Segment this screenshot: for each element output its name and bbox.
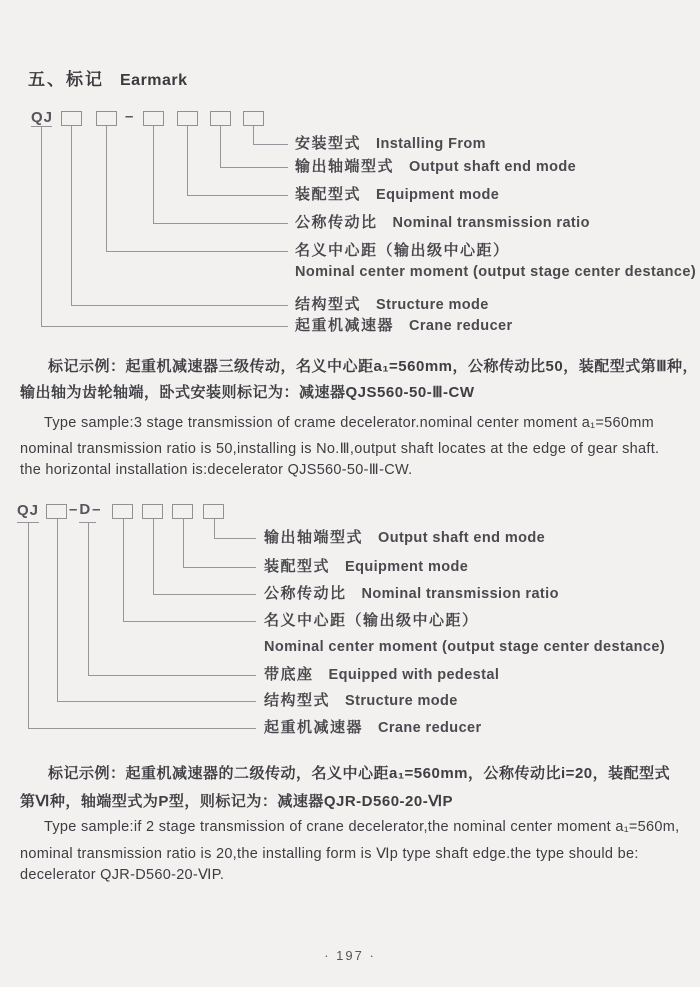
label-cn: 结构型式: [264, 692, 331, 709]
dash-separator: –: [125, 108, 135, 125]
connector-hline: [123, 621, 256, 622]
label-en: Nominal transmission ratio: [361, 586, 559, 602]
label-cn: 带底座: [264, 666, 314, 683]
connector-hline: [71, 305, 288, 306]
label-cn: 名义中心距（输出级中心距）: [295, 242, 510, 259]
label-cn: 装配型式: [295, 186, 362, 203]
code-box: [46, 504, 67, 519]
connector-vline: [153, 519, 154, 594]
label-en: Installing From: [376, 136, 486, 152]
connector-vline: [183, 519, 184, 567]
page-number: · 197 ·: [324, 948, 376, 963]
model-prefix: QJ: [17, 502, 40, 519]
label-en: Equipment mode: [376, 187, 500, 203]
connector-hline: [153, 594, 256, 595]
code-label-center-distance-en: [295, 262, 696, 282]
code-label-output-shaft-end: [295, 157, 576, 177]
code-box: [143, 111, 164, 126]
connector-hline: [57, 701, 256, 702]
connector-vline: [187, 126, 188, 195]
connector-vline: [88, 523, 89, 675]
label-cn: 安装型式: [295, 135, 362, 152]
label-cn: 装配型式: [264, 558, 331, 575]
code-box: [172, 504, 193, 519]
connector-vline: [71, 126, 72, 305]
connector-hline: [88, 675, 256, 676]
connector-hline: [187, 195, 288, 196]
connector-vline: [106, 126, 107, 251]
model-prefix: QJ: [31, 109, 54, 126]
section-heading: [28, 65, 188, 90]
code-box: [243, 111, 264, 126]
code-box: [210, 111, 231, 126]
paragraph-line: decelerator QJR-D560-20-ⅥP.: [20, 867, 225, 883]
code-label-crane-reducer: [295, 316, 513, 336]
label-en: Equipped with pedestal: [328, 667, 500, 683]
code-box: [177, 111, 198, 126]
code-box: [203, 504, 224, 519]
paragraph-line: 第Ⅵ种，轴端型式为P型，则标记为：减速器QJR-D560-20-ⅥP: [20, 793, 454, 810]
code-box: [112, 504, 133, 519]
connector-hline: [153, 223, 288, 224]
connector-hline: [106, 251, 288, 252]
label-en: Structure mode: [376, 297, 489, 313]
connector-hline: [253, 144, 288, 145]
label-en: Equipment mode: [345, 559, 469, 575]
code-label-center-distance-en: [264, 637, 665, 657]
label-en: Nominal center moment (output stage center destance): [295, 264, 697, 280]
label-en: Structure mode: [345, 693, 458, 709]
code-label-structure-mode: [295, 295, 489, 315]
label-cn: 公称传动比: [264, 585, 347, 602]
label-en: Nominal center moment (output stage center destance): [264, 639, 666, 655]
paragraph-line: Type sample:if 2 stage transmission of crane decelerator,the nominal center moment a₁=560m,: [44, 819, 680, 835]
code-label-center-distance-cn: [295, 241, 510, 261]
code-box: [96, 111, 117, 126]
connector-hline: [28, 728, 256, 729]
paragraph-line: the horizontal installation is:decelerator QJS560-50-Ⅲ-CW.: [20, 462, 413, 478]
paragraph-line: Type sample:3 stage transmission of crame decelerator.nominal center moment a₁=560mm: [44, 415, 654, 431]
section-heading-cn: 五、标记: [28, 70, 104, 89]
paragraph-line: 标记示例：起重机减速器三级传动，名义中心距a₁=560mm，公称传动比50，装配型式第Ⅲ种，: [48, 358, 699, 375]
label-en: Crane reducer: [378, 720, 482, 736]
label-cn: 起重机减速器: [295, 317, 395, 334]
code-box: [142, 504, 163, 519]
label-en: Output shaft end mode: [409, 159, 577, 175]
label-cn: 输出轴端型式: [295, 158, 395, 175]
code-label-output-shaft-end: [264, 528, 545, 548]
code-box: [61, 111, 82, 126]
label-en: Nominal transmission ratio: [392, 215, 590, 231]
label-cn: 名义中心距（输出级中心距）: [264, 612, 479, 629]
code-label-equipment-mode: [264, 557, 468, 577]
code-label-pedestal: [264, 665, 499, 685]
connector-vline: [41, 127, 42, 326]
connector-hline: [220, 167, 288, 168]
connector-hline: [183, 567, 256, 568]
paragraph-line: 输出轴为齿轮轴端，卧式安装则标记为：减速器QJS560-50-Ⅲ-CW: [20, 384, 475, 401]
label-en: Crane reducer: [409, 318, 513, 334]
connector-vline: [123, 519, 124, 621]
paragraph-line: nominal transmission ratio is 50,installing is No.Ⅲ,output shaft locates at the edge of gear shaft.: [20, 441, 660, 457]
connector-vline: [153, 126, 154, 223]
paragraph-line: nominal transmission ratio is 20,the installing form is Ⅵp type shaft edge.the type should be:: [20, 846, 639, 862]
connector-vline: [220, 126, 221, 167]
label-cn: 输出轴端型式: [264, 529, 364, 546]
connector-hline: [41, 326, 288, 327]
code-label-transmission-ratio: [295, 213, 590, 233]
paragraph-line: 标记示例：起重机减速器的二级传动，名义中心距a₁=560mm，公称传动比i=20，装配型式: [48, 765, 671, 782]
code-label-transmission-ratio: [264, 584, 559, 604]
code-label-installing-form: [295, 134, 486, 154]
code-label-structure-mode: [264, 691, 458, 711]
code-label-center-distance-cn: [264, 611, 479, 631]
code-label-crane-reducer: [264, 718, 482, 738]
section-heading-en: Earmark: [120, 72, 188, 89]
connector-vline: [57, 519, 58, 701]
connector-vline: [253, 126, 254, 144]
code-label-equipment-mode: [295, 185, 499, 205]
connector-vline: [28, 523, 29, 728]
connector-hline: [214, 538, 256, 539]
connector-vline: [214, 519, 215, 538]
pedestal-code: –D–: [69, 501, 103, 518]
label-cn: 结构型式: [295, 296, 362, 313]
label-cn: 公称传动比: [295, 214, 378, 231]
label-en: Output shaft end mode: [378, 530, 546, 546]
label-cn: 起重机减速器: [264, 719, 364, 736]
